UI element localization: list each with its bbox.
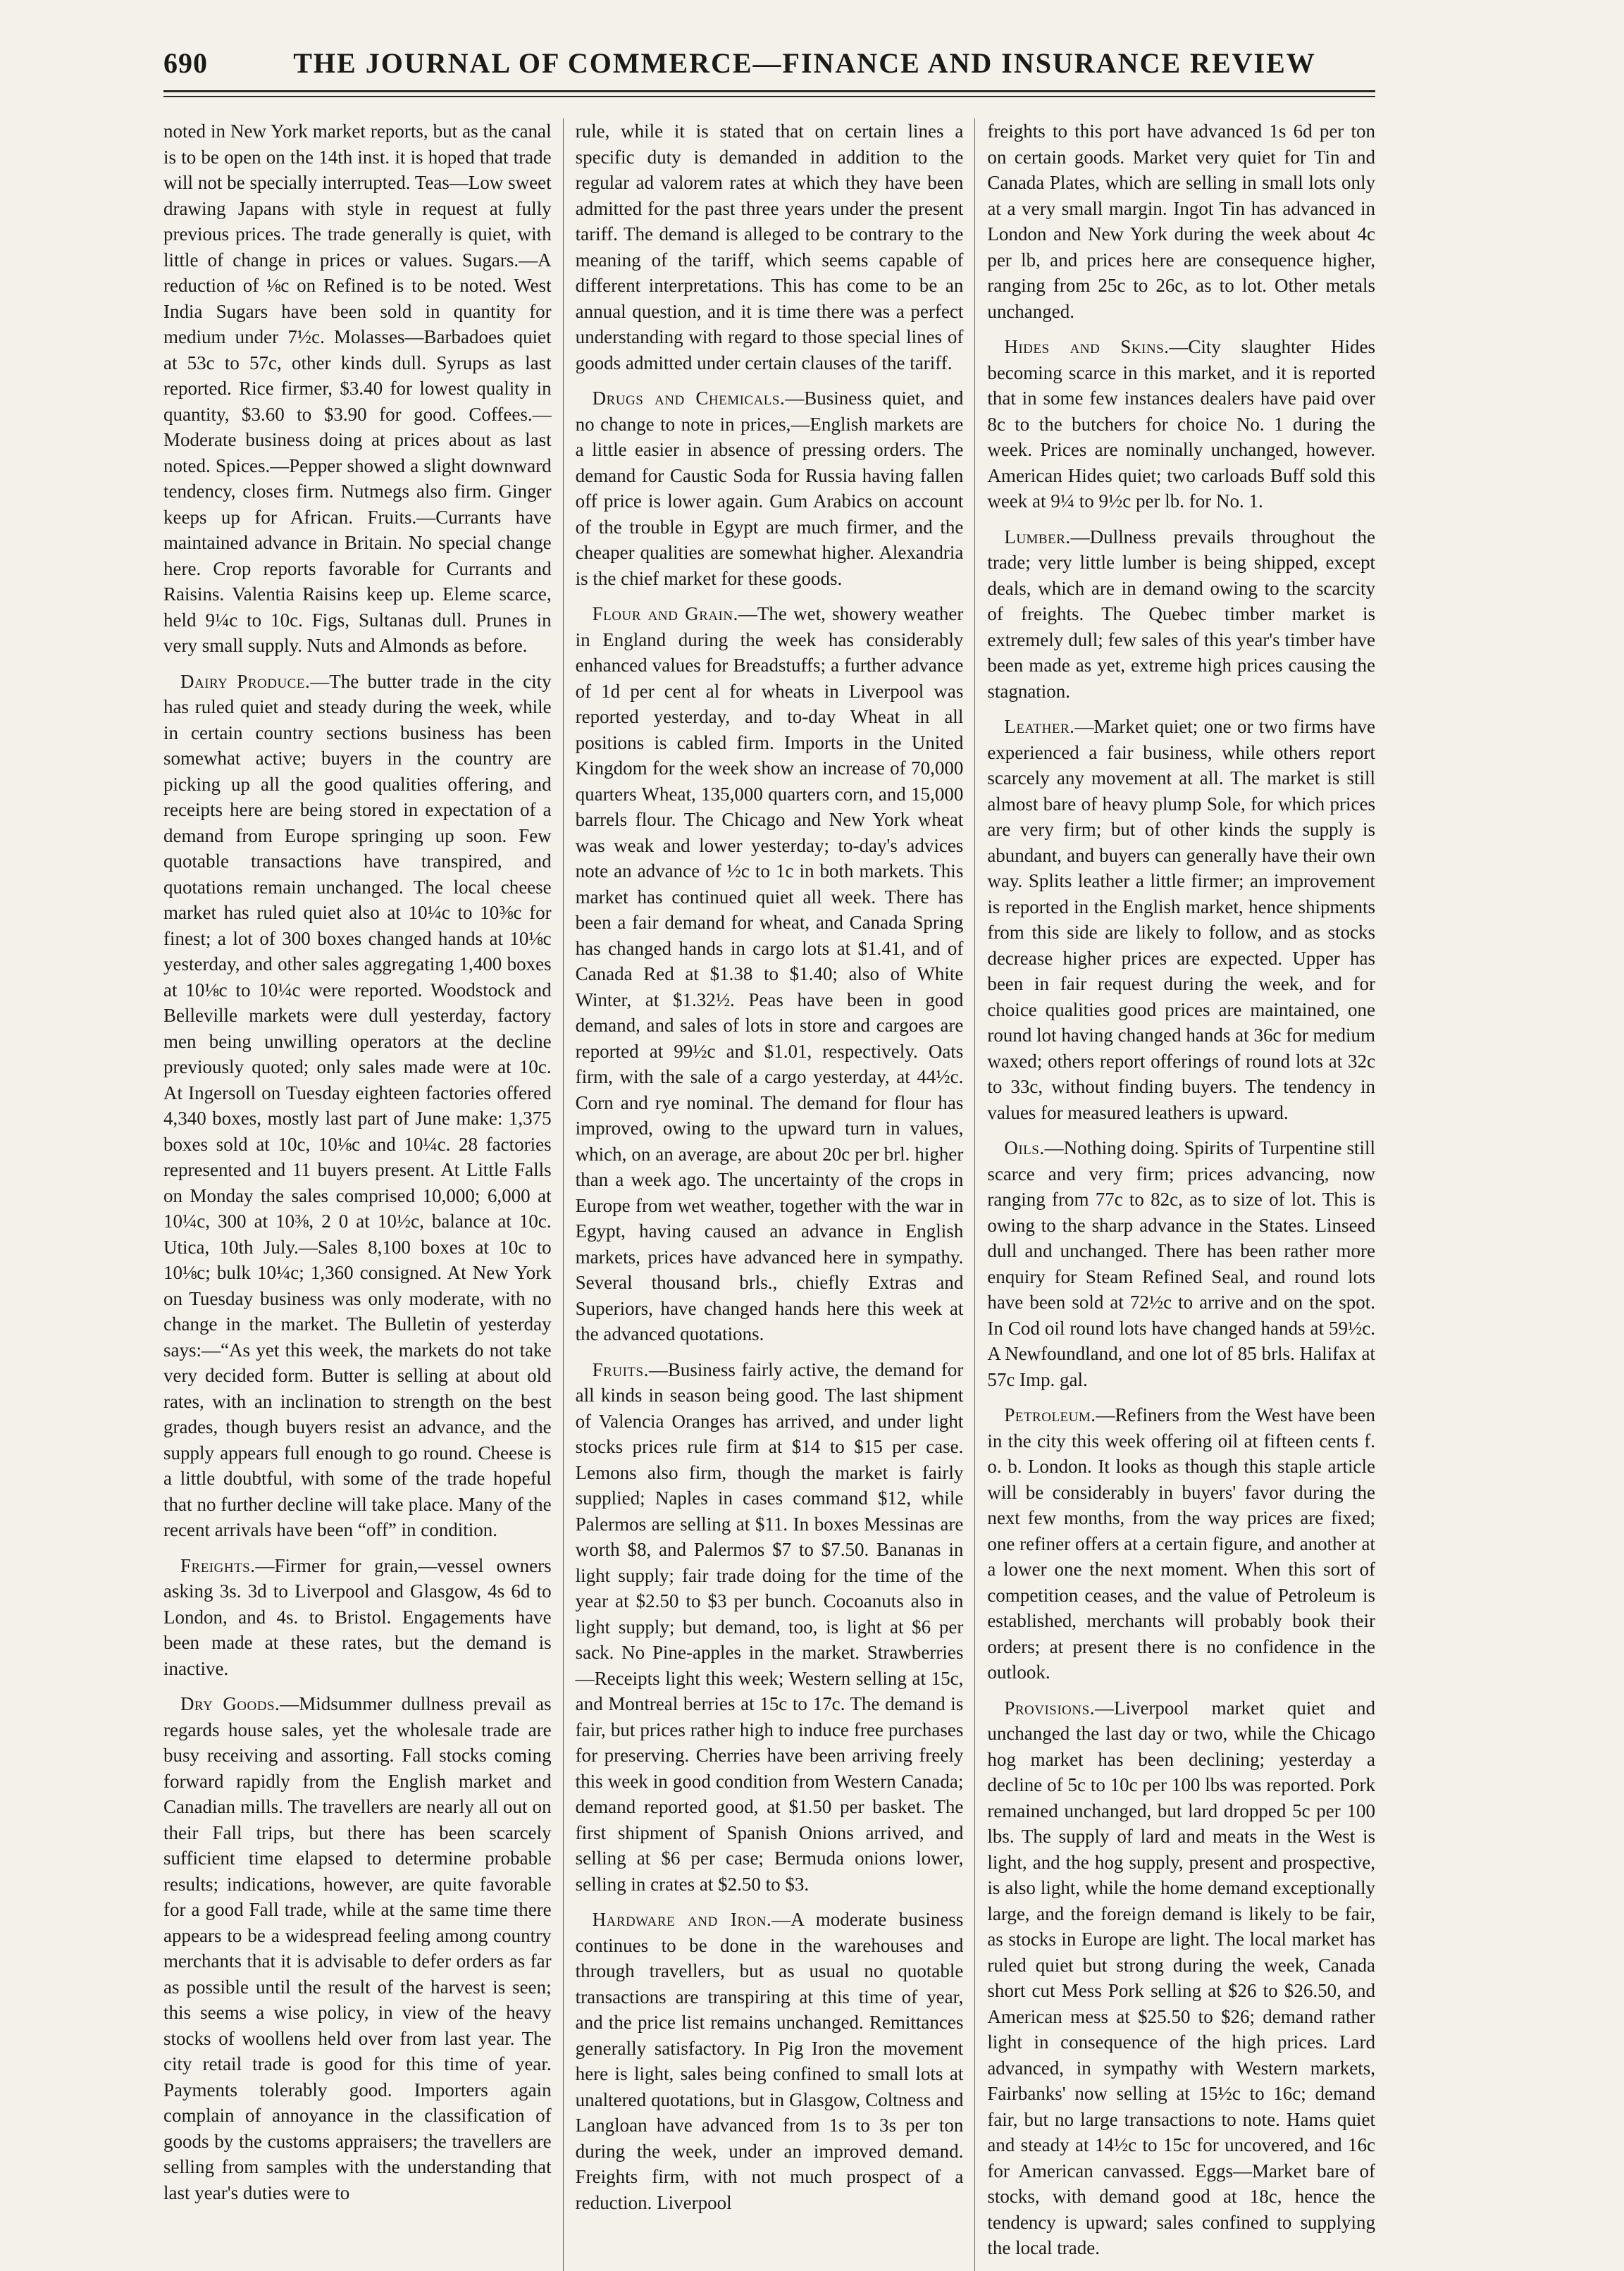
article-paragraph — [987, 524, 1375, 705]
paragraph-text: —Refiners from the West have been in the city this week offering oil at fifteen cents f. o. b. London. It looks as though this staple article will be considerably in buyers' favor during the next few months, from the way prices are fixed; one refiner offers at a certain figure, and another at a lower one the next moment. When this sort of competition ceases, and the value of Petroleum is established, merchants will probably book their orders; at present there is no confidence in the outlook. — [987, 1404, 1375, 1683]
article-paragraph — [163, 1553, 552, 1682]
article-paragraph — [576, 118, 964, 376]
paragraph-text: —Dullness prevails throughout the trade; very little lumber is being shipped, except deals, which are in demand owing to the scarcity of freights. The Quebec timber market is extremely dull; few sales of this year's timber have been made as yet, extreme high prices causing the stagnation. — [987, 526, 1375, 702]
article-columns — [163, 118, 1375, 2258]
paragraph-text: —A moderate business continues to be done in the warehouses and through travellers, but as usual no quotable transactions are transpiring at this time of year, and the price list remains unchanged. Remittances generally satisfactory. In Pig Iron the movement here is light, sales being confined to small lots at unaltered quotations, but in Glasgow, Coltness and Langloan have advanced from 1s to 3s per ton during the week, under an improved demand. Freights firm, with not much prospect of a reduction. Liverpool — [575, 1909, 964, 2213]
article-paragraph — [987, 1695, 1375, 2261]
column-3 — [987, 118, 1375, 2271]
article-paragraph — [576, 1357, 964, 1898]
paragraph-text: —Business fairly active, the demand for all kinds in season being good. The last shipment of Valencia Oranges has arrived, and under light stocks prices rule firm at $14 to $15 per case. Lemons also firm, though the market is fairly supplied; Naples in cases command $12, while Palermos are selling at $11. In boxes Messinas are worth $8, and Palermos $7 to $7.50. Bananas in light supply; fair trade doing for the time of the year at $2.50 to $3 per bunch. Cocoanuts also in light supply; but demand, too, is light at $6 per sack. No Pine-apples in the market. Strawberries—Receipts light this week; Western selling at 15c, and Montreal berries at 15c to 17c. The demand is fair, but prices rather high to induce free purchases for preserving. Cherries have been arriving freely this week in good condition from Western Canada; demand reported good, at $1.50 per basket. The first shipment of Spanish Onions arrived, and selling at $6 per case; Bermuda onions lower, selling in crates at $2.50 to $3. — [575, 1359, 964, 1895]
section-heading: Hardware and Iron. — [592, 1909, 772, 1930]
paragraph-text: —Liverpool market quiet and unchanged the last day or two, while the Chicago hog market has been declining; yesterday a decline of 5c to 10c per 100 lbs was reported. Pork remained unchanged, but lard dropped 5c per 100 lbs. The supply of lard and meats in the West is light, and the hog supply, present and prospective, is also light, while the home demand exceptionally large, and the foreign demand is likely to be fair, as stocks in Europe are light. The local market has ruled quiet but strong during the week, Canada short cut Mess Pork selling at $26 to $26.50, and American mess at $25.50 to $26; demand rather light in consequence of the high prices. Lard advanced, in sympathy with Western markets, Fairbanks' now selling at 15½c to 16c; demand fair, but no large transactions to note. Hams quiet and steady at 14½c to 15c for uncovered, and 16c for American canvassed. Eggs—Market bare of stocks, with demand good at 18c, hence the tendency is upward; sales confined to supplying the local trade. — [987, 1697, 1375, 2258]
paragraph-text: —Firmer for grain,—vessel owners asking 3s. 3d to Liverpool and Glasgow, 4s 6d to London, and 4s. to Bristol. Engagements have been made at these rates, but the demand is inactive. — [163, 1554, 552, 1679]
paragraph-text: freights to this port have advanced 1s 6d per ton on certain goods. Market very quiet for Tin and Canada Plates, which are selling in small lots only at a very small margin. Ingot Tin has advanced in London and New York during the week about 4c per lb, and prices here are consequence higher, ranging from 25c to 26c, as to lot. Other metals unchanged. — [987, 120, 1375, 322]
section-heading: Dry Goods. — [180, 1693, 280, 1714]
paragraph-text: noted in New York market reports, but as the canal is to be open on the 14th inst. it is hoped that trade will not be specially interrupted. Teas—Low sweet drawing Japans with style in request at fully previous prices. The trade generally is quiet, with little of change in prices or values. Sugars.—A reduction of ⅛c on Refined is to be noted. West India Sugars have been sold in quantity for medium under 7½c. Molasses—Barbadoes quiet at 53c to 57c, other kinds dull. Syrups as last reported. Rice firmer, $3.40 for lowest quality in quantity, $3.60 to $3.90 for good. Coffees.—Moderate business doing at prices about as last noted. Spices.—Pepper showed a slight downward tendency, closes firm. Nutmegs also firm. Ginger keeps up for African. Fruits.—Currants have maintained advance in Britain. No special change here. Crop reports favorable for Currants and Raisins. Valentia Raisins keep up. Eleme scarce, held 9¼c to 10c. Figs, Sultanas dull. Prunes in very small supply. Nuts and Almonds as before. — [163, 120, 552, 656]
section-heading: Flour and Grain. — [592, 603, 738, 624]
article-paragraph — [987, 714, 1375, 1125]
article-paragraph — [163, 118, 552, 659]
article-paragraph — [987, 1402, 1375, 1685]
paragraph-text: —Business quiet, and no change to note in prices,—English markets are a little easier in absence of pressing orders. The demand for Caustic Soda for Russia having fallen off price is lower again. Gum Arabics on account of the trouble in Egypt are much firmer, and the cheaper qualities are somewhat higher. Alexandria is the chief market for these goods. — [575, 388, 964, 589]
paragraph-text: —The wet, showery weather in England during the week has considerably enhanced values for Breadstuffs; a further advance of 1d per cent al for wheats in Liverpool was reported yesterday, and to-day Wheat in all positions is cabled firm. Imports in the United Kingdom for the week show an increase of 70,000 quarters Wheat, 135,000 quarters corn, and 15,000 barrels flour. The Chicago and New York wheat was weak and lower yesterday; to-day's advices note an advance of ½c to 1c in both markets. This market has continued quiet all week. There has been a fair demand for wheat, and Canada Spring has changed hands in cargo lots at $1.41, and of Canada Red at $1.38 to $1.40; also of White Winter, at $1.32½. Peas have been in good demand, and sales of lots in store and cargoes are reported at 99½c and $1.01, respectively. Oats firm, with the sale of a cargo yesterday, at 44½c. Corn and rye nominal. The demand for flour has improved, owing to the upward turn in values, which, on an average, are about 20c per brl. higher than a week ago. The uncertainty of the crops in Europe from wet weather, together with the war in Egypt, having caused an advance in English markets, prices have advanced here in sympathy. Several thousand brls., chiefly Extras and Superiors, have changed hands here this week at the advanced quotations. — [575, 603, 964, 1344]
page-number: 690 — [163, 47, 208, 79]
section-heading: Leather. — [1004, 716, 1075, 737]
section-heading: Petroleum. — [1004, 1404, 1096, 1425]
paragraph-text: —Midsummer dullness prevail as regards house sales, yet the wholesale trade are busy receiving and assorting. Fall stocks coming forward rapidly from the English market and Canadian mills. The travellers are nearly all out on their Fall trips, but there has been scarcely sufficient time elapsed to determine probable results; indications, however, are quite favorable for a good Fall trade, while at the same time there appears to be a widespread feeling among country merchants that it is advisable to defer orders as far as possible until the result of the harvest is seen; this seems a wise policy, in view of the heavy stocks of woollens held over from last year. The city retail trade is good for this time of year. Payments tolerably good. Importers again complain of annoyance in the classification of goods by the customs appraisers; the travellers are selling from samples with the understanding that last year's duties were to — [163, 1693, 552, 2203]
paragraph-text: —Market quiet; one or two firms have experienced a fair business, while others report scarcely any movement at all. The market is still almost bare of heavy plump Sole, for which prices are very firm; but of other kinds the supply is abundant, and buyers can generally have their own way. Splits leather a little firmer; an improvement is reported in the English market, hence shipments from this side are likely to follow, and as stocks decrease higher prices are expected. Upper has been in fair request during the week, and for choice qualities good prices are maintained, one round lot having changed hands at 36c for medium waxed; others report offerings of round lots at 32c to 33c, without finding buyers. The tendency in values for measured leathers is upward. — [987, 716, 1375, 1123]
article-paragraph — [987, 118, 1375, 324]
section-heading: Freights. — [180, 1554, 256, 1576]
article-paragraph — [163, 669, 552, 1543]
article-paragraph — [576, 1907, 964, 2215]
section-heading: Hides and Skins. — [1004, 336, 1170, 357]
paragraph-text: —Nothing doing. Spirits of Turpentine still scarce and very firm; prices advancing, now ranging from 77c to 82c, as to size of lot. This is owing to the sharp advance in the States. Linseed dull and unchanged. There has been rather more enquiry for Steam Refined Seal, and round lots have been sold at 72½c to arrive and on the spot. In Cod oil round lots have changed hands at 59½c. A Newfoundland, and one lot of 85 brls. Halifax at 57c Imp. gal. — [987, 1137, 1375, 1390]
section-heading: Lumber. — [1004, 526, 1071, 547]
article-paragraph — [163, 1691, 552, 2205]
header-rule — [163, 96, 1375, 97]
section-heading: Drugs and Chemicals. — [592, 388, 786, 409]
section-heading: Fruits. — [592, 1359, 649, 1380]
section-heading: Oils. — [1004, 1137, 1045, 1158]
article-paragraph — [987, 1135, 1375, 1392]
column-2 — [576, 118, 964, 2271]
journal-title: THE JOURNAL OF COMMERCE—FINANCE AND INSURANCE REVIEW — [293, 47, 1316, 79]
paragraph-text: —The butter trade in the city has ruled quiet and steady during the week, while in certain country sections business has been somewhat active; buyers in the country are picking up all the good qualities offering, and receipts here are being stored in expectation of a demand from Europe springing up soon. Few quotable transactions have transpired, and quotations remain unchanged. The local cheese market has ruled quiet also at 10¼c to 10⅜c for finest; a lot of 300 boxes changed hands at 10⅛c yesterday, and other sales aggregating 1,400 boxes at 10⅛c to 10¼c were reported. Woodstock and Belleville markets were dull yesterday, factory men being unwilling operators at the decline previously quoted; only sales made were at 10c. At Ingersoll on Tuesday eighteen factories offered 4,340 boxes, mostly last part of June make: 1,375 boxes sold at 10c, 10⅛c and 10¼c. 28 factories represented and 11 buyers present. At Little Falls on Monday the sales comprised 10,000; 6,000 at 10¼c, 300 at 10⅜, 2 0 at 10½c, balance at 10c. Utica, 10th July.—Sales 8,100 boxes at 10c to 10⅛c; bulk 10¼c; 1,360 consigned. At New York on Tuesday business was only moderate, with no change in the market. The Bulletin of yesterday says:—“As yet this week, the markets do not take very decided form. Butter is selling at about old rates, with an inclination to strength on the best grades, though buyers resist an advance, and the supply appears full enough to go round. Cheese is a little doubtful, with some of the trade hopeful that no further decline will take place. Many of the recent arrivals have been “off” in condition. — [163, 670, 552, 1540]
article-paragraph — [987, 334, 1375, 514]
paragraph-text: —City slaughter Hides becoming scarce in this market, and it is reported that in some few instances dealers have paid over 8c to the butchers for choice No. 1 during the week. Prices are nominally unchanged, however. American Hides quiet; two carloads Buff sold this week at 9¼ to 9½c per lb. for No. 1. — [987, 336, 1375, 512]
section-heading: Provisions. — [1004, 1697, 1095, 1719]
article-paragraph — [576, 385, 964, 591]
paragraph-text: rule, while it is stated that on certain lines a specific duty is demanded in addition to the regular ad valorem rates at which they have been admitted for the past three years under the present tariff. The demand is alleged to be contrary to the meaning of the tariff, which seems capable of different interpretations. This has come to be an annual question, and it is time there was a perfect understanding with regard to those special lines of goods admitted under certain clauses of the tariff. — [575, 120, 964, 373]
article-paragraph — [576, 601, 964, 1347]
column-1 — [163, 118, 552, 2271]
section-heading: Dairy Produce. — [180, 670, 311, 692]
page-header — [163, 44, 1375, 92]
